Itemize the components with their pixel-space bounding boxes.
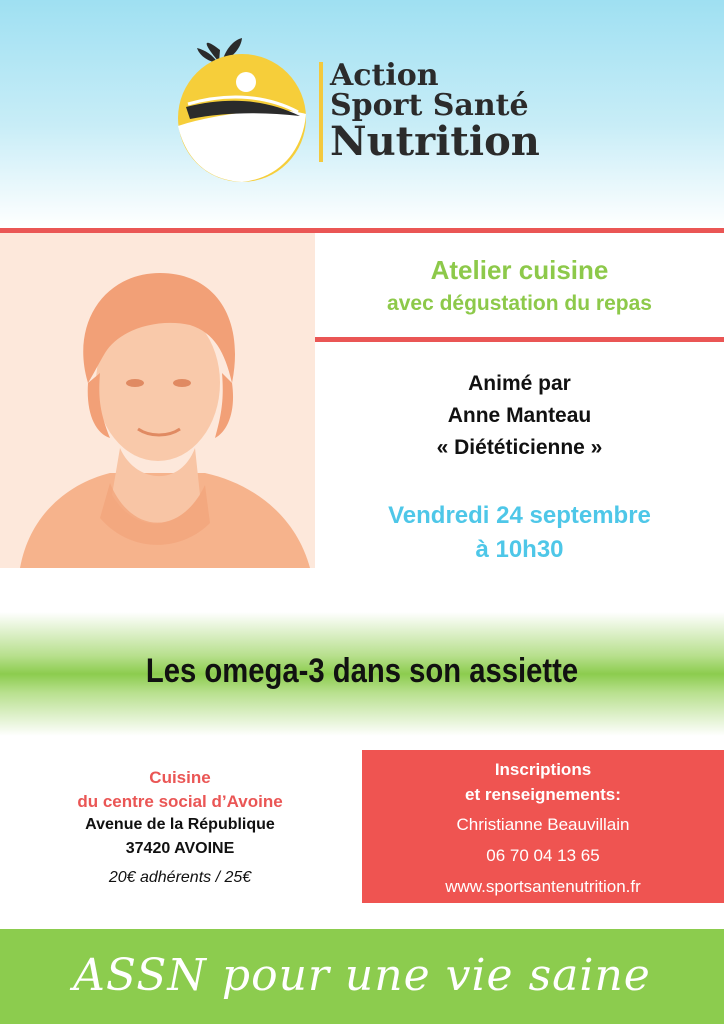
contact-website-link[interactable]: www.sportsantenutrition.fr bbox=[445, 877, 641, 896]
divider-mid bbox=[315, 337, 724, 342]
footer-slogan: ASSN pour une vie saine bbox=[73, 950, 651, 1001]
location-address: Avenue de la République bbox=[85, 816, 275, 833]
host-name: Anne Manteau bbox=[447, 404, 592, 427]
orange-runner-logo-icon bbox=[0, 0, 330, 200]
contact-heading-2: et renseignements: bbox=[465, 785, 621, 804]
price-info: 20€ adhérents / 25€ bbox=[108, 869, 252, 886]
contact-name: Christianne Beauvillain bbox=[456, 815, 630, 834]
contact-phone[interactable]: 06 70 04 13 65 bbox=[486, 846, 600, 865]
brand-name-line-1: Action bbox=[330, 58, 439, 93]
location-city: 37420 AVOINE bbox=[125, 840, 235, 857]
brand-name-line-2: Sport Santé bbox=[330, 88, 529, 123]
location-line-2: du centre social d’Avoine bbox=[77, 792, 283, 811]
event-subtitle: avec dégustation du repas bbox=[387, 292, 652, 315]
animated-by-label: Animé par bbox=[468, 372, 571, 395]
theme-title: Les omega-3 dans son assiette bbox=[145, 652, 579, 690]
host-role: « Diététicienne » bbox=[436, 436, 603, 459]
event-time: à 10h30 bbox=[475, 536, 564, 563]
brand-name-line-3: Nutrition bbox=[330, 118, 540, 165]
contact-heading-1: Inscriptions bbox=[494, 760, 592, 779]
event-title: Atelier cuisine bbox=[430, 255, 609, 285]
location-line-1: Cuisine bbox=[149, 768, 211, 787]
brand-divider bbox=[319, 62, 323, 162]
host-portrait-photo bbox=[0, 233, 315, 568]
event-date: Vendredi 24 septembre bbox=[388, 502, 651, 529]
